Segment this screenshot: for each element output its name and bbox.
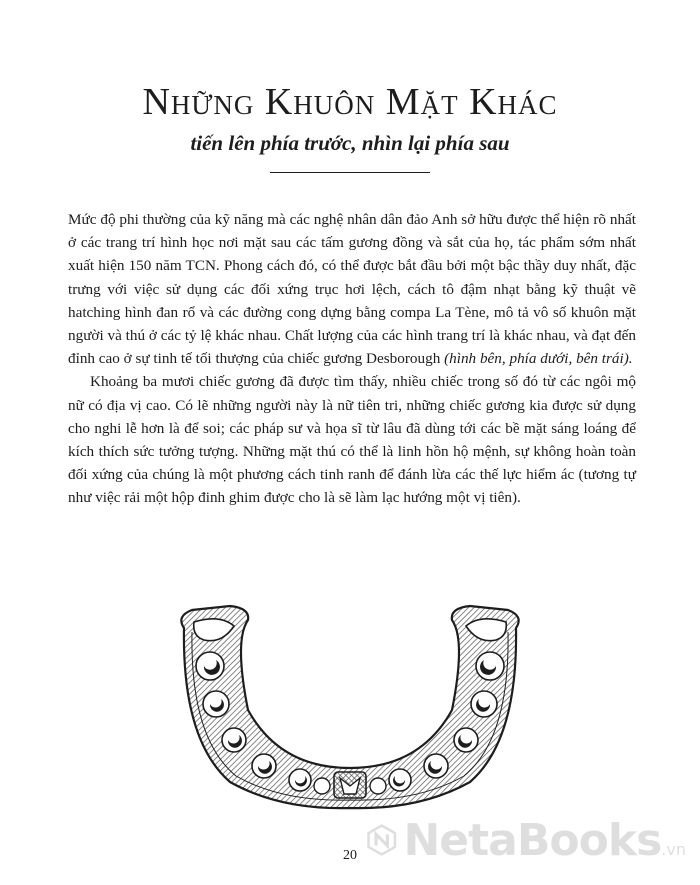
paragraph-1-text: Mức độ phi thường của kỹ năng mà các nghệ nhân dân đảo Anh sở hữu được thể hiện rõ nhất ở các trang trí hình học nơi mặt sau các tấm gương đồng và sắt của họ, tác phẩm sớm nhất xuất hiện 150 năm TCN. Phong cách đó, có thể được bắt đầu bởi một bậc thầy duy nhất, đặc trưng với việc sử dụng các đối xứng trục hơi lệch, cách tô đậm nhạt bằng kỹ thuật vẽ hatching hình đan rổ và các đường cong dựng bằng compa La Tène, mô tả vô số khuôn mặt người và thú ở các tỷ lệ khác nhau. Chất lượng của các hình trang trí là khác nhau, và đạt đến đỉnh cao ở sự tinh tế tối thượng của chiếc gương Desborough	[68, 211, 636, 368]
paragraph-2: Khoảng ba mươi chiếc gương đã được tìm thấy, nhiều chiếc trong số đó từ các ngôi mộ nữ có địa vị cao. Có lẽ những người này là nữ tiên tri, những chiếc gương kia được sử dụng cho nghi lễ hơn là để soi; các pháp sư và họa sĩ từ lâu đã dùng tới các bề mặt sáng loáng để kích thích sức tưởng tượng. Những mặt thú có thể là linh hồn hộ mệnh, sự không hoàn toàn đối xứng của chúng là một phương cách tinh ranh để đánh lừa các thế lực hiểm ác (tương tự như việc rải một hộp đinh ghim được cho là sẽ làm lạc hướng một vị tiên).	[68, 373, 636, 507]
watermark	[366, 810, 686, 870]
figure-reference: (hình bên, phía dưới, bên trái).	[444, 350, 633, 368]
body-text	[68, 208, 636, 510]
mirror-decoration-illustration	[170, 600, 530, 810]
page-number: 20	[343, 848, 357, 863]
netabooks-logo-icon	[366, 815, 397, 865]
page-subtitle: tiến lên phía trước, nhìn lại phía sau	[190, 131, 510, 155]
title-divider	[270, 172, 430, 173]
page-title: Những Khuôn Mặt Khác	[142, 81, 558, 123]
paragraph-1	[68, 208, 636, 370]
watermark-brand: NetaBooks	[403, 814, 662, 866]
watermark-suffix: .vn	[661, 839, 686, 859]
